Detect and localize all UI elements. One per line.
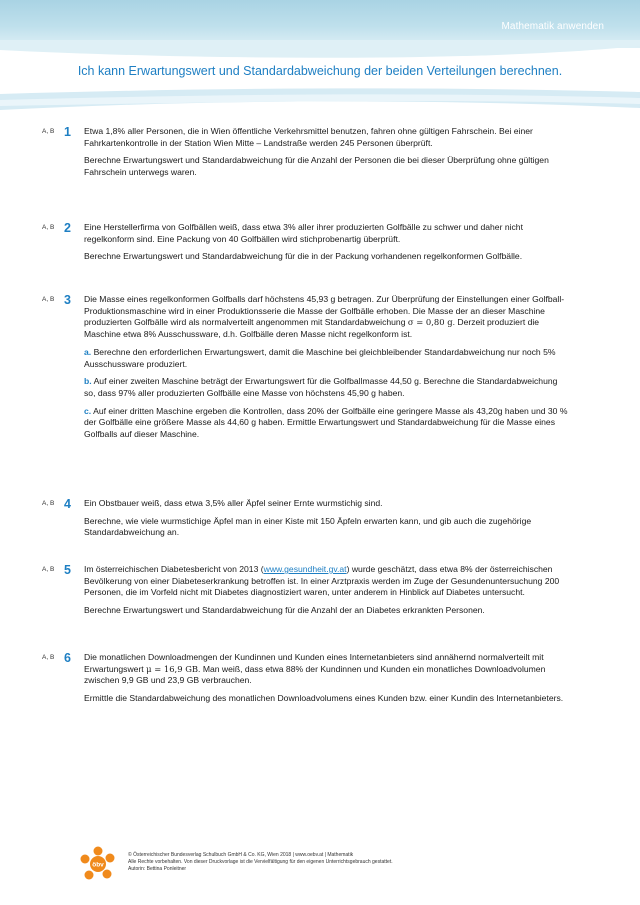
task-instruction: Berechne Erwartungswert und Standardabweichung für die Anzahl der an Diabetes erkrankten Personen. (84, 605, 485, 616)
task-tag: A, B (42, 296, 55, 303)
text-run: ) wurde geschätzt, dass etwa 8% der österreichischen Bevölkerung von einer Diabeteserkrankung betroffen ist. In einer Arztpraxis werden im Zuge der Gesundenuntersuchung 200 Personen, die im Vorfeld nicht mit Diabetes diagnostiziert waren, unter anderem in Hinblick auf Diabetes untersucht. (84, 564, 560, 598)
footer-copyright: © Österreichischer Bundesverlag Schulbuch GmbH & Co. KG, Wien 2018 | www.oebv.at | Mathematik (128, 852, 354, 858)
task-body (84, 652, 569, 711)
subtask-label: a. (84, 346, 92, 357)
task-tag: A, B (42, 566, 55, 573)
task-tag: A, B (42, 500, 55, 507)
task-text (84, 652, 569, 687)
task-instruction: Ermittle die Standardabweichung des monatlichen Downloadvolumens eines Kunden bzw. einer Kundin des Internetanbieters. (84, 693, 564, 704)
subtask-text: Auf einer zweiten Maschine beträgt der Erwartungswert für die Golfballmasse 44,50 g. Berechne die Standardabweichung so, dass 97% aller produzierten Golfbälle eine Masse von höchstens 45,90 g haben. (84, 376, 558, 398)
subtask-b (84, 376, 569, 399)
subtask-text: Berechne den erforderlichen Erwartungswert, damit die Maschine bei gleichbleibender Standardabweichung nur noch 5% Ausschussware produziert. (84, 346, 556, 369)
text-run: . Derzeit produziert die Maschine etwa 8% Ausschussware, d.h. Golfbälle deren Masse nicht regelkonform ist. (84, 317, 540, 340)
logo-text: öbv (92, 861, 104, 869)
task-text (84, 294, 569, 341)
mu-formula: μ = 16,9 GB (146, 663, 199, 674)
task-number: 6 (64, 651, 71, 665)
task-body (84, 564, 569, 623)
task-tag: A, B (42, 128, 55, 135)
task-body (84, 126, 569, 185)
task-number: 2 (64, 221, 71, 235)
header-label: Mathematik anwenden (501, 21, 604, 32)
task-body (84, 498, 569, 545)
subtask-label: c. (84, 405, 92, 416)
heading-wave (0, 86, 640, 116)
subtask-a (84, 347, 569, 370)
subtask-c (84, 406, 569, 441)
page-heading: Ich kann Erwartungswert und Standardabweichung der beiden Verteilungen berechnen. (77, 64, 563, 78)
task-instruction: Berechne, wie viele wurmstichige Äpfel man in einer Kiste mit 150 Äpfeln erwarten kann, und gib auch die zugehörige Standardabweichung an. (84, 515, 532, 538)
subtask-text: Auf einer dritten Maschine ergeben die Kontrollen, dass 20% der Golfbälle eine geringere Masse als 43,20g haben und 30 % der Golfbälle eine größere Masse als 44,60 g haben. Ermittle Erwartungswert und Standardabweichung für die Masse eines Golfballs auf dieser Maschine. (84, 405, 568, 440)
task-text: Eine Herstellerfirma von Golfbällen weiß, dass etwa 3% aller ihrer produzierten Golfbälle zu schwer und daher nicht regelkonform sind. Eine Packung von 40 Golfbällen wird stichprobenartig überprüft. (84, 222, 523, 244)
oebv-logo-icon (80, 846, 116, 882)
sigma-formula: σ = 0,80 g (407, 317, 453, 328)
task-number: 3 (64, 293, 71, 307)
task-text: Ein Obstbauer weiß, dass etwa 3,5% aller Äpfel seiner Ernte wurmstichig sind. (84, 498, 383, 508)
task-text: Etwa 1,8% aller Personen, die in Wien öffentliche Verkehrsmittel benutzen, fahren ohne gültigen Fahrschein. Bei einer Fahrkartenkontrolle in der Station Wien Mitte – Landstraße werden 245 Personen überprüft. (84, 126, 533, 148)
task-text (84, 564, 569, 599)
gesundheit-link[interactable]: www.gesundheit.gv.at (263, 564, 347, 574)
footer-text (128, 852, 393, 874)
task-tag: A, B (42, 654, 55, 661)
task-body (84, 222, 569, 269)
header-wave (0, 40, 640, 62)
text-run: . Man weiß, dass etwa 88% der Kundinnen und Kunden ein monatliches Downloadvolumen zwischen 9,9 GB und 23,9 GB verbrauchen. (84, 663, 546, 686)
footer-author: Autorin: Bettina Ponleitner (128, 866, 187, 873)
footer-rights: Alle Rechte vorbehalten. Von dieser Druckvorlage ist die Vervielfältigung für den eigenen Unterrichtsgebrauch gestattet. (128, 859, 393, 866)
task-instruction: Berechne Erwartungswert und Standardabweichung für die Anzahl der Personen die bei dieser Überprüfung ohne gültigen Fahrschein unterwegs waren. (84, 155, 549, 178)
task-instruction: Berechne Erwartungswert und Standardabweichung für die in der Packung vorhandenen regelkonformen Golfbälle. (84, 251, 523, 262)
task-body (84, 294, 569, 447)
text-run: Die Masse eines regelkonformen Golfballs darf höchstens 45,93 g betragen. Zur Überprüfung der Einstellungen einer Golfball-Produktionsmaschine wird in einer Produktionsserie die Masse der Golfbälle erhoben. Die Masse der an dieser Maschine produzierten Golfbälle wird als normalverteilt angenommen mit Standardabweichung (84, 294, 565, 328)
subtask-label: b. (84, 376, 92, 387)
task-tag: A, B (42, 224, 55, 231)
task-number: 5 (64, 563, 71, 577)
text-run: Die monatlichen Downloadmengen der Kundinnen und Kunden eines Internetanbieters sind annähernd normalverteilt mit Erwartungswert (84, 652, 544, 674)
task-number: 1 (64, 125, 71, 139)
task-number: 4 (64, 497, 71, 511)
text-run: Im österreichischen Diabetesbericht von 2013 ( (84, 564, 264, 574)
